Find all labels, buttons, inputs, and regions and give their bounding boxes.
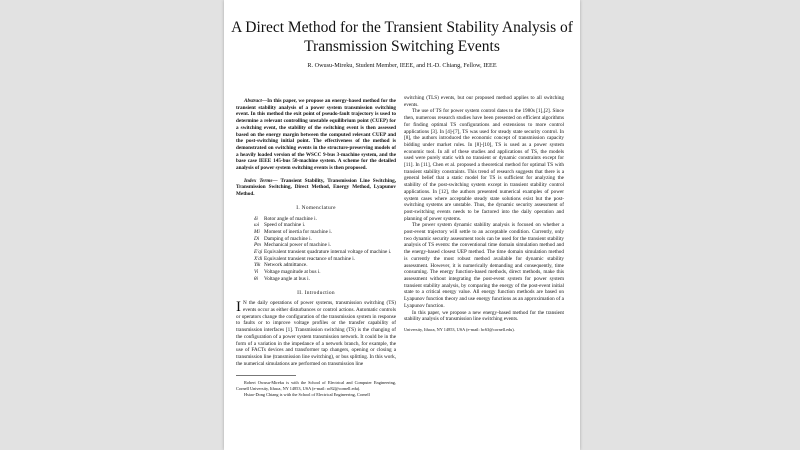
right-paragraph-2: The power system dynamic stability analysis is focused on whether a post-event trajectory will settle to an acceptable condition. Currently, only two dynamic security assessment tools can be used for the transient stability analysis of TS events: the conventional time domain simulation method and the energy-based closest UEP method. The time domain simulation method is currently the most robust method available for dynamic stability assessment. However, it is numerically demanding and consequently, time consuming. The energy function-based methods, direct methods, make this assessment without integrating the post-event system for power system transient stability analysis, by comparing the energy of the post-event initial state to a critical energy value. All energy function methods are based on Lyapunov function theory and use energy functions as an approximation of a Lyapunov function. [404,222,564,309]
intro-paragraph [236,300,396,367]
nomenclature-item [254,262,396,269]
right-paragraph-3: In this paper, we propose a new energy-based method for the transient stability analysis of transmission line switching events. [404,309,564,323]
nomenclature-symbol: E'qi [254,249,263,256]
nomenclature-heading: I. Nomenclature [296,204,336,211]
nomenclature-symbol: Yik [254,262,261,269]
nomenclature-item [254,249,396,256]
paper-authors: R. Owusu-Mireku, Student Member, IEEE, and H.-D. Chiang, Fellow, IEEE [307,62,497,69]
nomenclature-item [254,269,396,276]
footnote-right: University, Ithaca, NY 14853, USA (e-mail: hc63@cornell.edu). [404,326,515,332]
nomenclature-symbol: X'di [254,255,263,262]
intro-text: N the daily operations of power systems, transmission switching (TS) events occur as either disturbances or control actions. Automatic controls or operators change the configuration of the transmission system in response to faults or to improve voltage profiles or the transfer capability of transmission interfaces [1]. Transmission switching (TS) is the changing of the configuration of a power system transmission network. It could be in the form of a variation in the impedance of a network branch, for example, the use of FACTs devices and transformer tap changers, opening or closing a transmission line (transmission line switching), or bus splitting. In this work, the numerical simulations are performed on transmission line [236,300,396,367]
footnote-author1: Robert Owusu-Mireku is with the School of Electrical and Computer Engineering, Cornell University, Ithaca, NY 14853, USA (e-mail: ro82@cornell.edu). [236,380,396,391]
nomenclature-item [254,222,396,229]
paper-page [224,0,580,450]
nomenclature-definition: Equivalent transient quadrature internal voltage of machine i. [264,249,392,256]
right-column [404,95,564,333]
index-terms-text: Transient Stability, Transmission Line Switching, Transmission Switching, Direct Method, Energy Method, Lyapunov Method. [236,177,396,198]
nomenclature-symbol: Mi [254,228,260,235]
nomenclature-definition: Mechanical power of machine i. [264,242,331,249]
nomenclature-item [254,276,396,283]
nomenclature-definition: Voltage angle at bus i. [264,275,310,282]
nomenclature-symbol: θi [254,275,258,282]
intro-dropcap: I [236,299,241,316]
nomenclature-definition: Damping of machine i. [264,235,312,242]
right-paragraph-0: switching (TLS) events, but our proposed method applies to all switching events. [404,95,564,108]
nomenclature-item [254,229,396,236]
footnote-author2: Hsiao-Dong Chiang is with the School of Electrical Engineering, Cornell [244,391,370,397]
nomenclature-symbol: Vi [254,269,259,276]
nomenclature-definition: Voltage magnitude at bus i. [264,269,321,276]
nomenclature-definition: Speed of machine i. [264,222,306,229]
nomenclature-definition: Network admittance. [264,262,308,269]
left-column [236,98,396,397]
paper-title: A Direct Method for the Transient Stability Analysis of Transmission Switching Events [231,19,573,55]
introduction-heading: II. Introduction [297,289,335,296]
index-terms: Index Terms— Transient Stability, Transmission Line Switching, Transmission Switching, Direct Method, Energy Method, Lyapunov Method. [236,177,396,198]
nomenclature-definition: Rotor angle of machine i. [264,215,317,222]
abstract-text: In this paper, we propose an energy-based method for the transient stability analysis of a power system transmission switching event. In this method the exit point of pseudo-fault trajectory is used to determine a relevant controlling unstable equilibrium point (CUEP) for a switching event, the stability of the switching event is then assessed based on the energy margin between the computed relevant CUEP and the post-switching initial point. The effectiveness of the method is demonstrated on switching events in the structure-preserving models of a heavily loaded version of the WSCC 9-bus 3-machine system, and the base case IEEE 145-bus 50-machine system. A scheme for the detailed analysis of power system switching events is then proposed. [236,98,396,172]
nomenclature-list [254,216,396,283]
nomenclature-symbol: ωi [254,222,260,229]
abstract-label: Abstract [244,98,262,104]
nomenclature-item [254,256,396,263]
nomenclature-symbol: Di [254,235,260,242]
nomenclature-definition: Moment of inertia for machine i. [264,228,332,235]
nomenclature-symbol: Pm [254,242,261,249]
nomenclature-definition: Equivalent transient reactance of machine i. [264,255,356,262]
right-paragraph-1: The use of TS for power system control dates to the 1980s [1],[2]. Since then, numerous research studies have been presented on efficient algorithms for finding optimal TS configurations and extensions to more control applications [3]. In [4]-[7], TS was used for steady state security control. In [8], the authors introduced the economic concept of transmission capacity bidding under market rules. In [8]-[10], TS is used as a power system economic tool. In all of these studies and applications of TS, the models used were purely static with no transient or dynamic constraints except for [11]. In [11], Chen et al. proposed a theoretical method for optimal TS with transient stability constraints. This trend of research suggests that there is a general belief that a static model for TS is sufficient for analyzing the stability of the post-switching system except in transient stability control applications. In [12], the authors presented numerical examples of power system cases where acceptable steady state solutions exist but the post-switching systems are unstable. Thus, the dynamic security assessment of post-switching events needs to be factored into the daily operation and planning of power systems. [404,108,564,222]
nomenclature-symbol: δi [254,215,258,222]
index-terms-label: Index Terms [244,177,273,184]
abstract: Abstract—In this paper, we propose an energy-based method for the transient stability analysis of a power system transmission switching event. In this method the exit point of pseudo-fault trajectory is used to determine a relevant controlling unstable equilibrium point (CUEP) for a switching event, the stability of the switching event is then assessed based on the energy margin between the computed relevant CUEP and the post-switching initial point. The effectiveness of the method is demonstrated on switching events in the structure-preserving models of a heavily loaded version of the WSCC 9-bus 3-machine system, and the base case IEEE 145-bus 50-machine system. A scheme for the detailed analysis of power system switching events is then proposed. [236,98,396,172]
footnote-rule [236,375,296,376]
